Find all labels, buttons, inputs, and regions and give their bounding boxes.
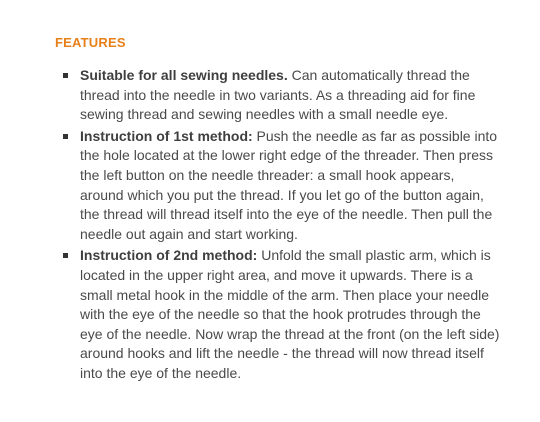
feature-title: Instruction of 2nd method: (80, 247, 258, 264)
feature-title: Suitable for all sewing needles. (80, 67, 288, 83)
list-item-suitable (0, 66, 540, 125)
square-bullet-icon (63, 253, 68, 258)
square-bullet-icon (63, 73, 68, 78)
list-item-method-2 (0, 246, 540, 383)
feature-text: Unfold the small plastic arm, which is located in the upper right area, and move it upwards. There is a small metal hook in the middle of the arm. Then place your needle with the eye of the needle so that the hook protrudes through the eye of the needle. Now wrap the thread at the front (on the left side) around hooks and lift the needle - the thread will now thread itself into the eye of the needle. (80, 247, 500, 381)
list-item-method-1 (0, 127, 540, 245)
square-bullet-icon (63, 134, 68, 139)
feature-title: Instruction of 1st method: (80, 127, 253, 144)
features-heading: FEATURES (55, 35, 126, 50)
feature-text: Push the needle as far as possible into the hole located at the lower right edge of the threader. Then press the left button on the needle threader: a small hook appears, around which you put the thread. If you let go of the button again, the thread will thread itself into the eye of the needle. Then pull the needle out again and start working. (80, 127, 498, 242)
feature-text: Can automatically thread the thread into the needle in two variants. As a threading aid for fine sewing thread and sewing needles with a small needle eye. (80, 67, 476, 123)
features-list (0, 66, 540, 386)
